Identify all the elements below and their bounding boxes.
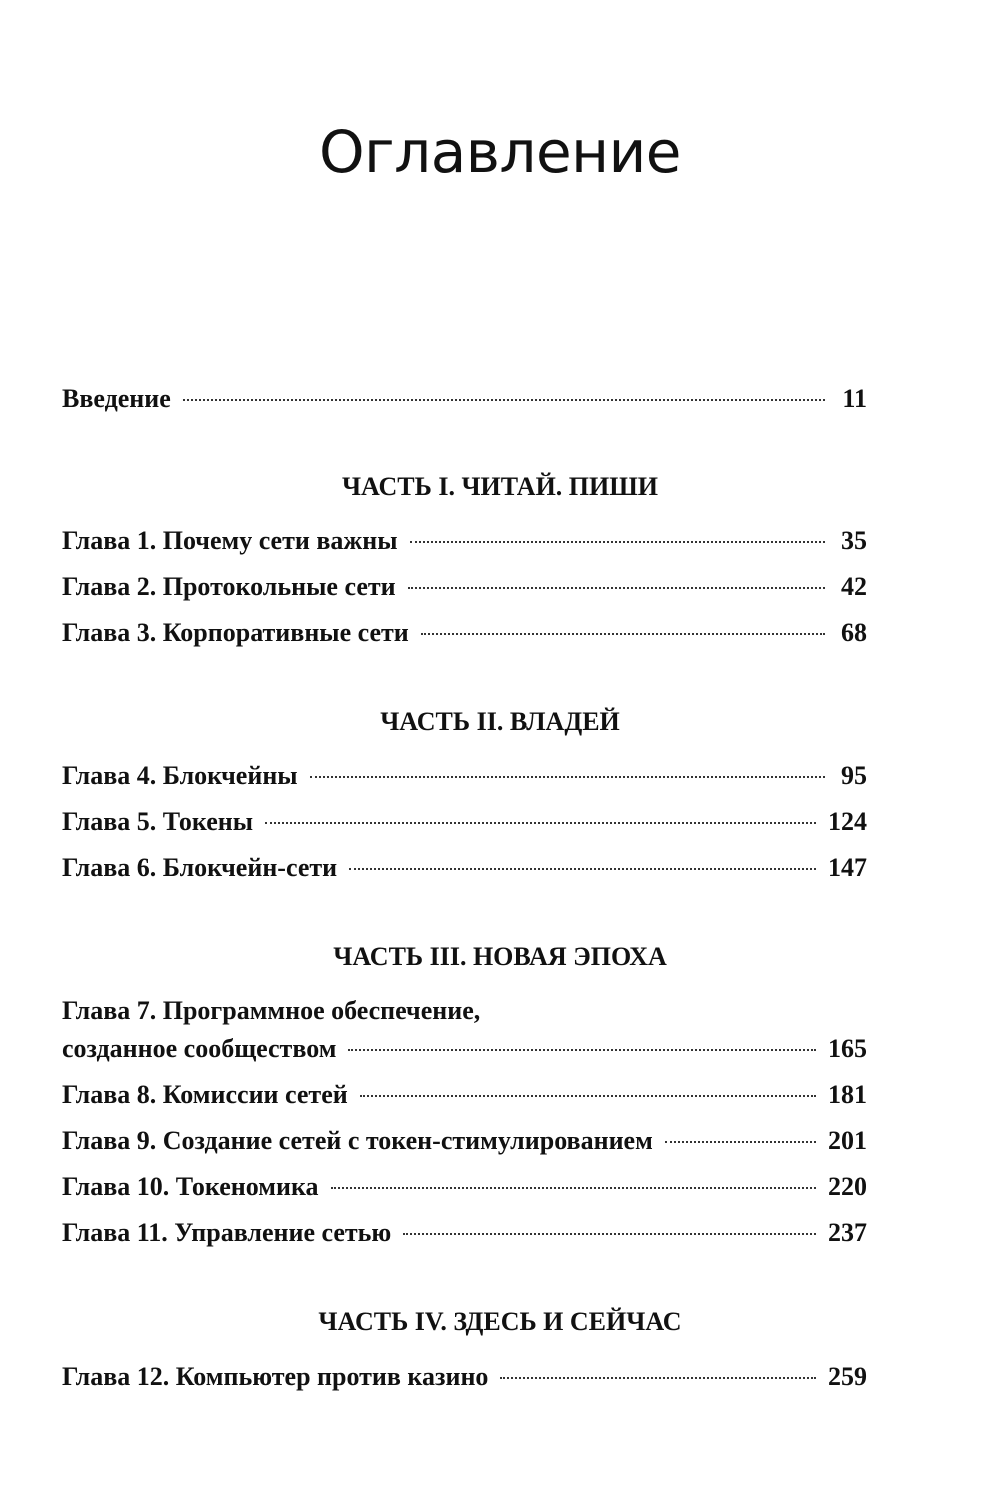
toc-entry-page: 165 (828, 1034, 867, 1063)
toc-entry-page: 220 (828, 1172, 867, 1201)
dot-leader (360, 1095, 816, 1097)
part-heading-1: ЧАСТЬ I. ЧИТАЙ. ПИШИ (341, 472, 659, 501)
dot-leader (403, 1233, 816, 1235)
toc-entry-label: Глава 4. Блокчейны (62, 761, 298, 790)
toc-entry-chapter-1[interactable] (62, 526, 867, 556)
dot-leader (408, 587, 825, 589)
toc-entry-label: Глава 5. Токены (62, 807, 254, 836)
toc-entry-chapter-4[interactable] (62, 761, 867, 791)
part-heading-2: ЧАСТЬ II. ВЛАДЕЙ (380, 707, 620, 736)
toc-entry-chapter-11[interactable] (62, 1218, 867, 1248)
toc-entry-label: Глава 2. Протокольные сети (62, 572, 396, 601)
toc-entry-label: Введение (62, 384, 171, 413)
toc-entry-page: 124 (828, 807, 867, 836)
toc-entry-page: 11 (842, 384, 867, 413)
toc-entry-page: 42 (841, 572, 867, 601)
dot-leader (348, 1049, 816, 1051)
dot-leader (349, 868, 816, 870)
toc-entry-label: Глава 3. Корпоративные сети (62, 618, 409, 647)
toc-entry-label: Глава 12. Компьютер против казино (62, 1362, 489, 1391)
dot-leader (310, 776, 825, 778)
toc-entry-page: 95 (841, 761, 867, 790)
toc-entry-page: 237 (828, 1218, 867, 1247)
dot-leader (665, 1141, 816, 1143)
toc-entry-page: 259 (828, 1362, 867, 1391)
toc-entry-label: Глава 6. Блокчейн-сети (62, 853, 338, 882)
dot-leader (410, 541, 825, 543)
toc-entry-page: 68 (841, 618, 867, 647)
toc-entry-label: Глава 8. Комиссии сетей (62, 1080, 348, 1109)
toc-entry-chapter-7-line1[interactable]: Глава 7. Программное обеспечение, (62, 996, 481, 1025)
toc-entry-page: 201 (828, 1126, 867, 1155)
dot-leader (500, 1377, 816, 1379)
toc-entry-chapter-12[interactable] (62, 1362, 867, 1392)
dot-leader (421, 633, 825, 635)
toc-entry-chapter-9[interactable] (62, 1126, 867, 1156)
toc-entry-label: Глава 1. Почему сети важны (62, 526, 398, 555)
dot-leader (183, 399, 825, 401)
toc-entry-page: 147 (828, 853, 867, 882)
dot-leader (265, 822, 816, 824)
toc-entry-label: Глава 10. Токеномика (62, 1172, 319, 1201)
toc-entry-chapter-7[interactable] (62, 1034, 867, 1064)
dot-leader (331, 1187, 816, 1189)
toc-entry-label: созданное сообществом (62, 1034, 337, 1063)
part-heading-4: ЧАСТЬ IV. ЗДЕСЬ И СЕЙЧАС (318, 1307, 682, 1336)
toc-entry-page: 35 (841, 526, 867, 555)
toc-entry-chapter-8[interactable] (62, 1080, 867, 1110)
toc-entry-chapter-2[interactable] (62, 572, 867, 602)
part-heading-3: ЧАСТЬ III. НОВАЯ ЭПОХА (333, 942, 667, 971)
toc-entry-label: Глава 11. Управление сетью (62, 1218, 392, 1247)
toc-entry-label: Глава 9. Создание сетей с токен-стимулированием (62, 1126, 653, 1155)
page-title: Оглавление (319, 118, 681, 186)
toc-entry-chapter-3[interactable] (62, 618, 867, 648)
toc-entry-page: 181 (828, 1080, 867, 1109)
toc-entry-chapter-10[interactable] (62, 1172, 867, 1202)
toc-entry-chapter-5[interactable] (62, 807, 867, 837)
toc-entry-chapter-6[interactable] (62, 853, 867, 883)
toc-entry-intro[interactable] (62, 384, 867, 414)
